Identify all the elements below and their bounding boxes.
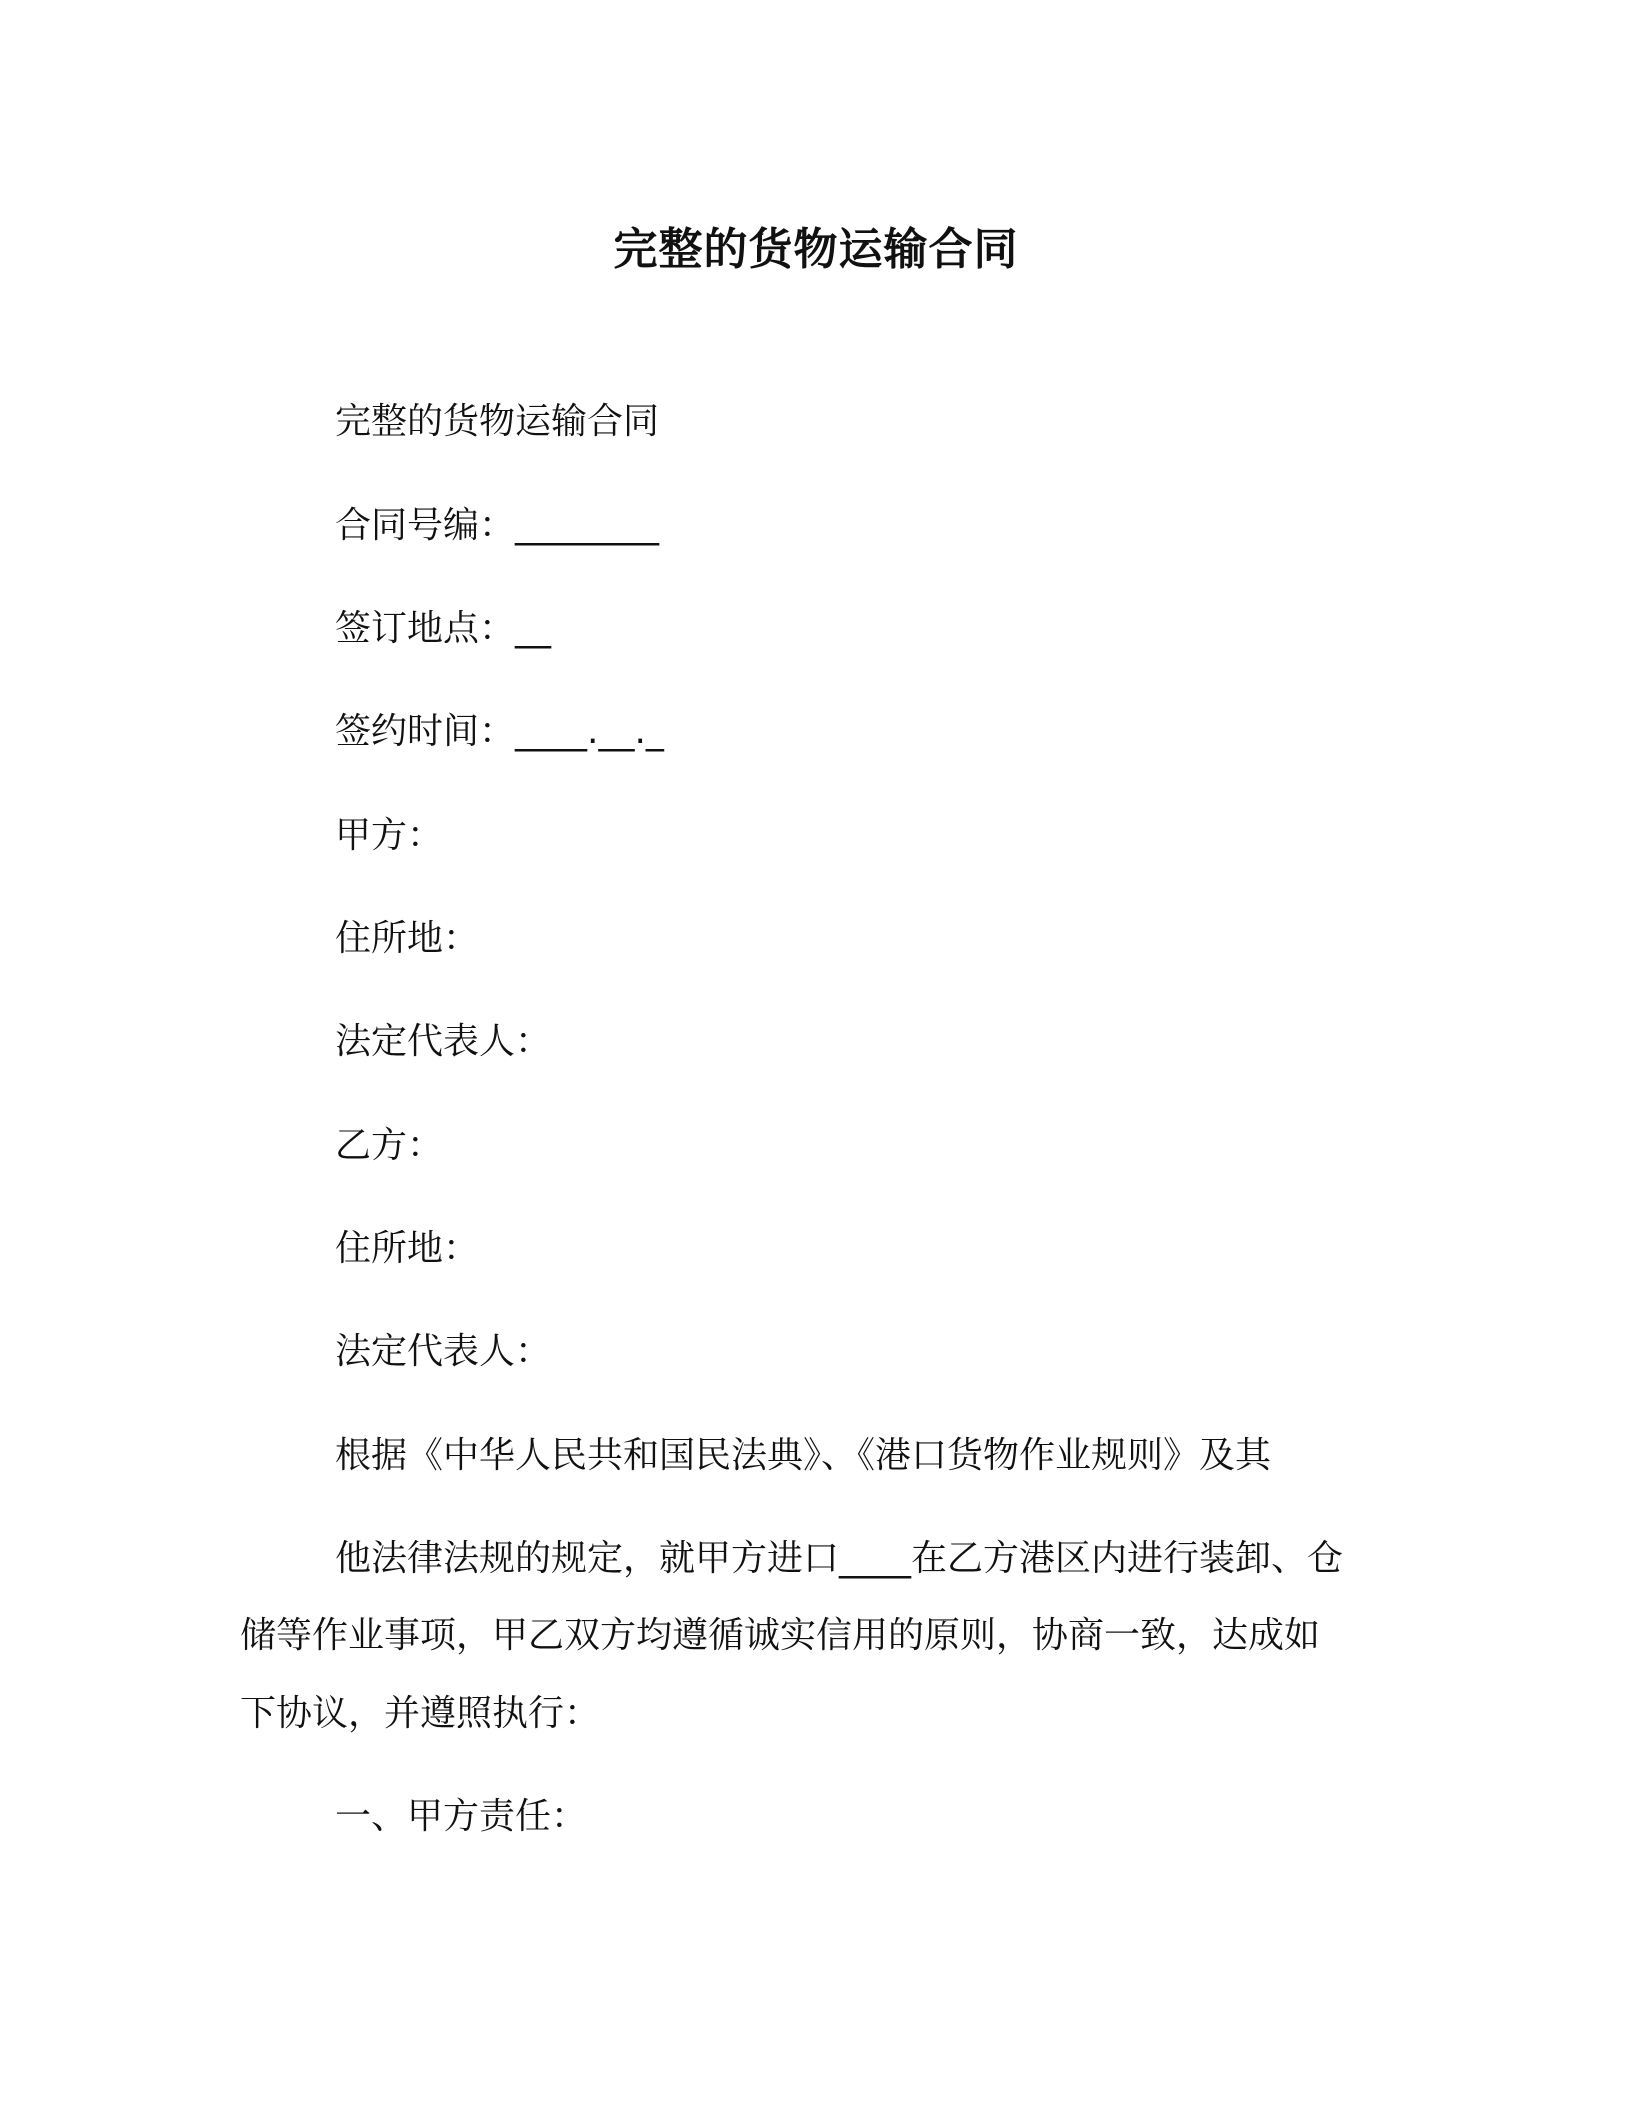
party-a-field: 甲方： — [335, 815, 444, 856]
section-heading-party-a-duties: 一、甲方责任： — [335, 1796, 588, 1837]
party-a-address-field: 住所地： — [335, 918, 480, 959]
sign-place-field: 签订地点：__ — [335, 608, 552, 649]
document-subtitle: 完整的货物运输合同 — [335, 401, 660, 442]
document-title: 完整的货物运输合同 — [613, 224, 1019, 275]
body-paragraph-line-2: 他法律法规的规定，就甲方进口____在乙方港区内进行装卸、仓 — [335, 1538, 1344, 1579]
sign-time-field: 签约时间：____.__._ — [335, 711, 664, 752]
body-paragraph-line-4: 下协议，并遵照执行： — [240, 1693, 601, 1734]
party-b-representative-field: 法定代表人： — [335, 1331, 552, 1372]
contract-number-field: 合同号编：________ — [335, 505, 660, 546]
party-b-address-field: 住所地： — [335, 1228, 480, 1269]
party-a-representative-field: 法定代表人： — [335, 1021, 552, 1062]
body-paragraph-line-1: 根据《中华人民共和国民法典》、《港口货物作业规则》及其 — [335, 1435, 1272, 1476]
body-paragraph-line-3: 储等作业事项，甲乙双方均遵循诚实信用的原则，协商一致，达成如 — [240, 1615, 1321, 1656]
party-b-field: 乙方： — [335, 1125, 444, 1166]
